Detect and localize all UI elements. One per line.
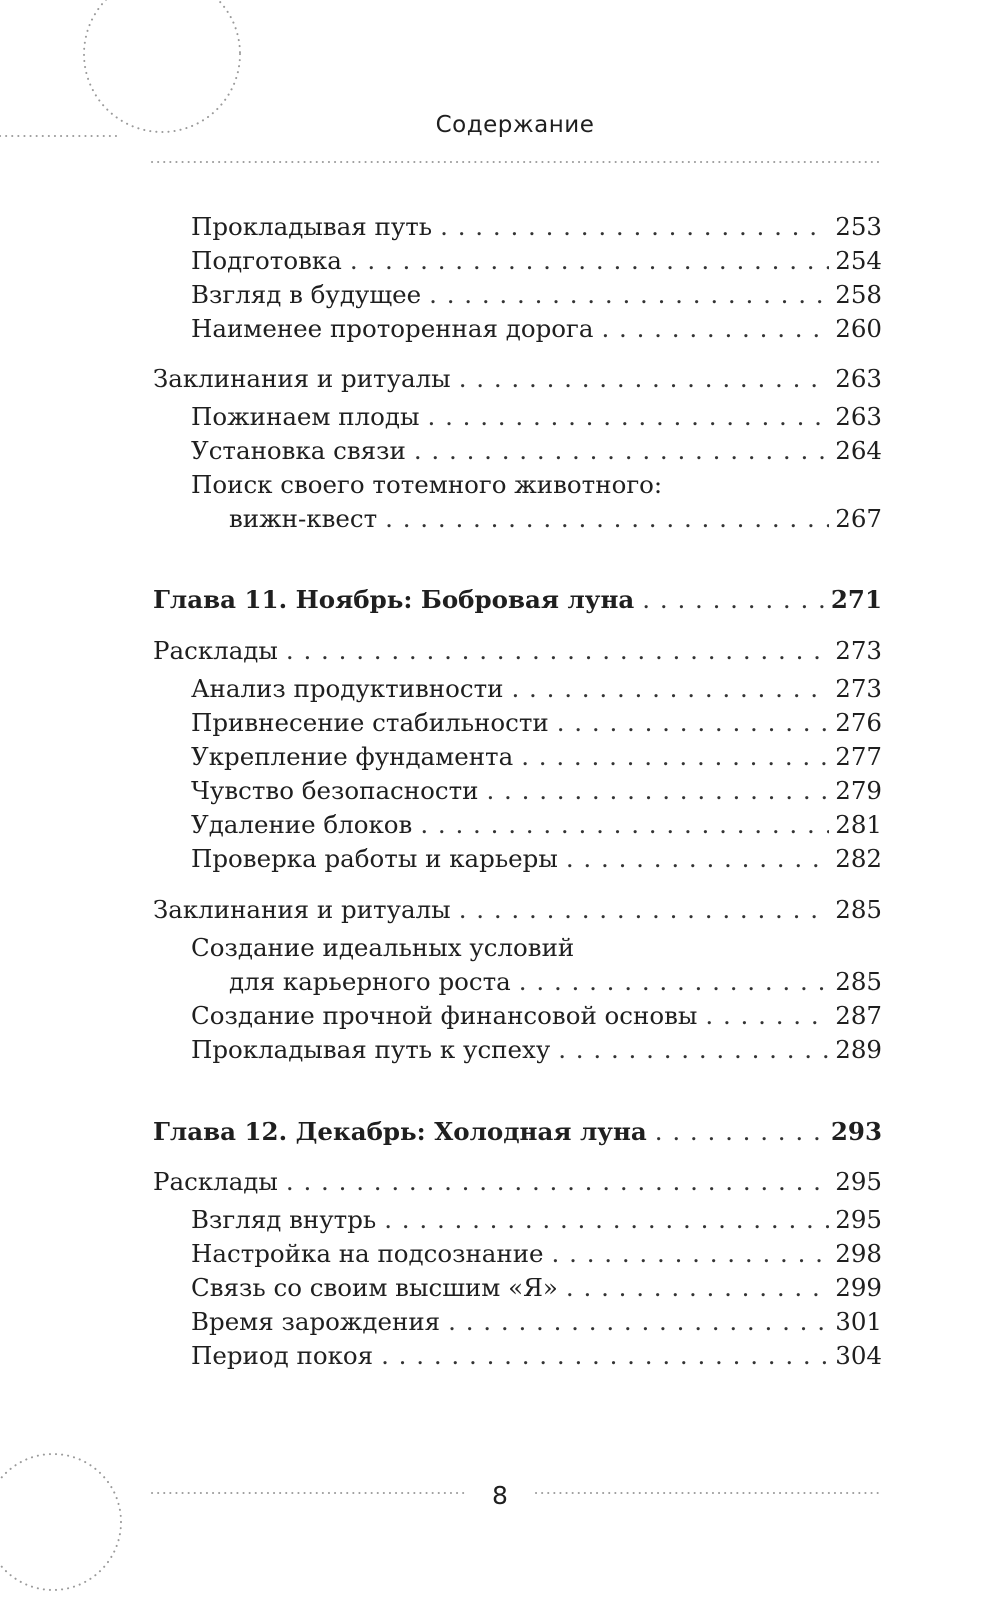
toc-entry-title: Укрепление фундамента <box>191 742 514 771</box>
toc-entry-wrapped-first-line[interactable] <box>153 468 882 502</box>
toc-entry[interactable] <box>153 808 882 842</box>
toc-entry-page: 298 <box>835 1239 882 1268</box>
toc-entry-title: Наименее проторенная дорога <box>191 314 594 343</box>
toc-dot-leader <box>655 1115 825 1149</box>
toc-entry-page: 281 <box>835 810 882 839</box>
toc-entry-page: 258 <box>835 280 882 309</box>
toc-dot-leader <box>384 1203 829 1237</box>
toc-entry-title: Прокладывая путь <box>191 212 433 241</box>
toc-entry-page: 282 <box>835 844 882 873</box>
toc-dot-leader <box>420 808 829 842</box>
toc-dot-leader <box>414 434 829 468</box>
toc-dot-leader <box>381 1339 829 1373</box>
toc-entry[interactable] <box>153 774 882 808</box>
toc-entry-title: Время зарождения <box>191 1307 441 1336</box>
toc-dot-leader <box>511 672 829 706</box>
toc-dot-leader <box>286 1165 829 1199</box>
toc-entry-page: 279 <box>835 776 882 805</box>
toc-entry[interactable] <box>153 1237 882 1271</box>
toc-entry-wrapped-second-line[interactable] <box>153 965 882 999</box>
toc-entry-page: 260 <box>835 314 882 343</box>
toc-dot-leader <box>448 1305 829 1339</box>
toc-entry-page: 253 <box>835 212 882 241</box>
toc-entry[interactable] <box>153 244 882 278</box>
toc-dot-leader <box>286 634 829 668</box>
toc-chapter-heading[interactable] <box>153 583 882 617</box>
toc-entry[interactable] <box>153 1305 882 1339</box>
toc-dot-leader <box>385 502 829 536</box>
toc-entry-page: 277 <box>835 742 882 771</box>
toc-entry-wrapped-second-line[interactable] <box>153 502 882 536</box>
page-number: 8 <box>492 1481 508 1510</box>
toc-entry-title: Анализ продуктивности <box>191 674 504 703</box>
toc-entry[interactable] <box>153 434 882 468</box>
toc-section[interactable] <box>153 634 882 668</box>
toc-dot-leader <box>558 1033 829 1067</box>
toc-entry-page: 276 <box>835 708 882 737</box>
toc-entry[interactable] <box>153 672 882 706</box>
toc-entry-page: 304 <box>835 1341 882 1370</box>
toc-entry[interactable] <box>153 740 882 774</box>
toc-dot-leader <box>429 278 829 312</box>
toc-dot-leader <box>601 312 829 346</box>
toc-dot-leader <box>350 244 829 278</box>
toc-section[interactable] <box>153 1165 882 1199</box>
toc-entry-title: вижн-квест <box>229 504 378 533</box>
toc-dot-leader <box>428 400 830 434</box>
toc-entry-title: Связь со своим высшим «Я» <box>191 1273 558 1302</box>
toc-dot-leader <box>705 999 829 1033</box>
toc-entry-page: 293 <box>830 1117 882 1146</box>
toc-entry-title: Расклады <box>153 1167 278 1196</box>
toc-entry-page: 285 <box>835 895 882 924</box>
toc-dot-leader <box>459 893 830 927</box>
toc-dot-leader <box>486 774 829 808</box>
toc-entry[interactable] <box>153 1203 882 1237</box>
toc-dot-leader <box>552 1237 830 1271</box>
toc-entry-title: Заклинания и ритуалы <box>153 895 451 924</box>
toc-entry-title: Пожинаем плоды <box>191 402 420 431</box>
toc-dot-leader <box>566 1271 829 1305</box>
toc-entry-title: Проверка работы и карьеры <box>191 844 558 873</box>
toc-entry-page: 287 <box>835 1001 882 1030</box>
toc-chapter-title: Глава 11. Ноябрь: Бобровая луна <box>153 585 635 614</box>
toc-dot-leader <box>521 740 829 774</box>
toc-entry-page: 301 <box>835 1307 882 1336</box>
toc-entry-title: Настройка на подсознание <box>191 1239 544 1268</box>
toc-entry[interactable] <box>153 842 882 876</box>
toc-entry-title: Прокладывая путь к успеху <box>191 1035 551 1064</box>
toc-entry-title: Расклады <box>153 636 278 665</box>
toc-entry[interactable] <box>153 312 882 346</box>
toc-entry-page: 263 <box>835 364 882 393</box>
toc-entry-page: 264 <box>835 436 882 465</box>
toc-dot-leader <box>566 842 829 876</box>
toc-entry[interactable] <box>153 1033 882 1067</box>
toc-dot-leader <box>642 583 825 617</box>
toc-entry-title: Поиск своего тотемного животного: <box>191 470 663 499</box>
toc-entry-page: 295 <box>835 1167 882 1196</box>
toc-entry-page: 299 <box>835 1273 882 1302</box>
toc-entry-page: 254 <box>835 246 882 275</box>
running-head-title: Содержание <box>435 112 595 138</box>
toc-dot-leader <box>459 362 830 396</box>
toc-entry-page: 273 <box>835 636 882 665</box>
toc-entry-title: Заклинания и ритуалы <box>153 364 451 393</box>
toc-entry-title: Установка связи <box>191 436 406 465</box>
toc-entry-title: Взгляд внутрь <box>191 1205 377 1234</box>
toc-entry-page: 285 <box>835 967 882 996</box>
toc-chapter-title: Глава 12. Декабрь: Холодная луна <box>153 1117 647 1146</box>
toc-dot-leader <box>557 706 830 740</box>
toc-entry-title: для карьерного роста <box>229 967 511 996</box>
toc-entry[interactable] <box>153 1271 882 1305</box>
toc-entry-title: Период покоя <box>191 1341 374 1370</box>
toc-dot-leader <box>519 965 829 999</box>
toc-entry-title: Создание прочной финансовой основы <box>191 1001 698 1030</box>
toc-section[interactable] <box>153 362 882 396</box>
toc-dot-leader <box>440 210 829 244</box>
toc-entry-title: Подготовка <box>191 246 342 275</box>
toc-entry[interactable] <box>153 210 882 244</box>
toc-entry-title: Привнесение стабильности <box>191 708 549 737</box>
toc-section[interactable] <box>153 893 882 927</box>
toc-entry[interactable] <box>153 400 882 434</box>
toc-entry-title: Взгляд в будущее <box>191 280 422 309</box>
toc-entry-title: Удаление блоков <box>191 810 413 839</box>
toc-entry[interactable] <box>153 999 882 1033</box>
toc-entry-page: 295 <box>835 1205 882 1234</box>
toc-entry-page: 267 <box>835 504 882 533</box>
toc-entry-wrapped-first-line[interactable] <box>153 931 882 965</box>
toc-entry-title: Создание идеальных условий <box>191 933 575 962</box>
toc-chapter-heading[interactable] <box>153 1115 882 1149</box>
toc-entry-page: 271 <box>830 585 882 614</box>
toc-entry[interactable] <box>153 278 882 312</box>
toc-entry[interactable] <box>153 706 882 740</box>
toc-entry-page: 289 <box>835 1035 882 1064</box>
decorative-dotted-circle-small <box>0 1454 121 1590</box>
toc-entry-page: 263 <box>835 402 882 431</box>
toc-entry-page: 273 <box>835 674 882 703</box>
toc-entry[interactable] <box>153 1339 882 1373</box>
toc-entry-title: Чувство безопасности <box>191 776 479 805</box>
